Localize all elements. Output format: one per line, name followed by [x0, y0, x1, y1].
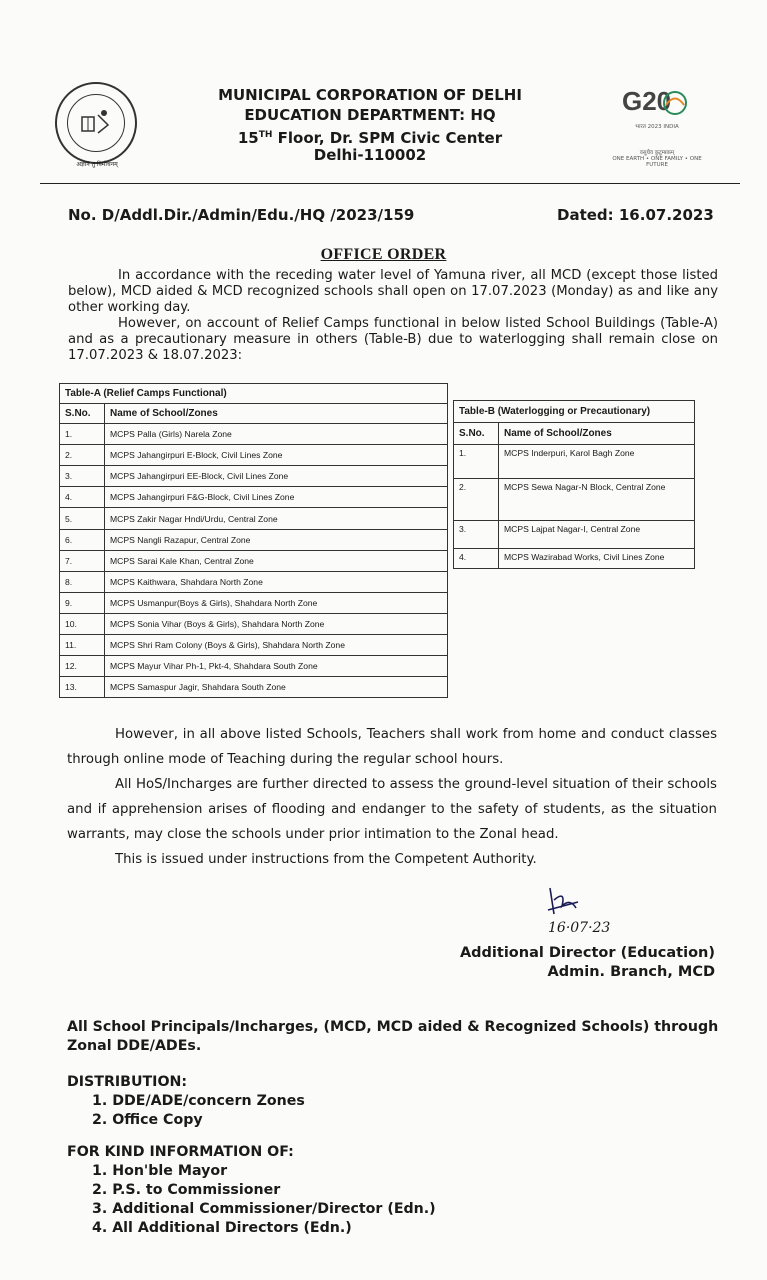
- row-sno: 10.: [60, 614, 105, 635]
- row-sno: 1.: [60, 424, 105, 445]
- table-b-caption-row: [454, 401, 695, 423]
- signature-date: 16·07·23: [548, 920, 611, 936]
- row-school-name: MCPS Inderpuri, Karol Bagh Zone: [499, 445, 695, 479]
- table-a-caption: Table-A (Relief Camps Functional): [60, 384, 448, 404]
- table-row: [60, 445, 448, 466]
- row-school-name: MCPS Nangli Razapur, Central Zone: [105, 530, 448, 551]
- row-sno: 7.: [60, 551, 105, 572]
- table-row: [454, 445, 695, 479]
- row-sno: 9.: [60, 593, 105, 614]
- row-sno: 4.: [454, 549, 499, 569]
- table-row: [454, 521, 695, 549]
- distribution-item: 1. DDE/ADE/concern Zones: [92, 1093, 305, 1109]
- distribution-item: 2. Office Copy: [92, 1112, 203, 1128]
- row-school-name: MCPS Jahangirpuri E-Block, Civil Lines Zone: [105, 445, 448, 466]
- signatory-branch: Admin. Branch, MCD: [547, 964, 715, 980]
- body-para-2: All HoS/Incharges are further directed to assess the ground-level situation of their schools and if apprehension arises of flooding and endanger to the safety of students, as the situation warrants, may close the schools under prior intimation to the Zonal head.: [67, 777, 717, 842]
- table-row: [60, 614, 448, 635]
- table-row: [60, 530, 448, 551]
- body-paragraphs: [67, 722, 717, 872]
- table-b-waterlogging: [453, 400, 695, 569]
- table-a-header-row: [60, 404, 448, 424]
- vasudhaiva-text: वसुधैव कुटुम्बकम्: [639, 150, 675, 156]
- kind-info-item: 3. Additional Commissioner/Director (Edn.): [92, 1201, 436, 1217]
- row-sno: 3.: [454, 521, 499, 549]
- header-divider: [40, 183, 740, 184]
- row-school-name: MCPS Lajpat Nagar-I, Central Zone: [499, 521, 695, 549]
- kind-info-item: 2. P.S. to Commissioner: [92, 1182, 281, 1198]
- seal-caption: अज्ञानं तु विमोचनम्: [76, 161, 118, 168]
- page-title: OFFICE ORDER: [320, 246, 447, 263]
- table-row: [60, 466, 448, 487]
- intro-paragraphs: [68, 268, 718, 364]
- table-row: [60, 551, 448, 572]
- row-sno: 2.: [454, 479, 499, 521]
- row-school-name: MCPS Zakir Nagar Hndi/Urdu, Central Zone: [105, 508, 448, 530]
- row-school-name: MCPS Shri Ram Colony (Boys & Girls), Shahdara North Zone: [105, 635, 448, 656]
- table-a-col-name: Name of School/Zones: [105, 404, 448, 424]
- table-row: [60, 635, 448, 656]
- table-row: [60, 656, 448, 677]
- table-a-caption-row: [60, 384, 448, 404]
- row-school-name: MCPS Mayur Vihar Ph-1, Pkt-4, Shahdara South Zone: [105, 656, 448, 677]
- row-school-name: MCPS Sarai Kale Khan, Central Zone: [105, 551, 448, 572]
- row-school-name: MCPS Jahangirpuri F&G-Block, Civil Lines Zone: [105, 487, 448, 508]
- row-school-name: MCPS Wazirabad Works, Civil Lines Zone: [499, 549, 695, 569]
- row-sno: 1.: [454, 445, 499, 479]
- row-school-name: MCPS Kaithwara, Shahdara North Zone: [105, 572, 448, 593]
- order-date: Dated: 16.07.2023: [557, 206, 714, 224]
- floor-suffix: TH: [258, 130, 273, 140]
- kind-info-item: 1. Hon'ble Mayor: [92, 1163, 228, 1179]
- intro-para-2: However, on account of Relief Camps functional in below listed School Buildings (Table-A) and as a precautionary measure in others (Table-B) due to waterlogging shall remain close on 17.07.2023 & 18.07.2023:: [68, 316, 718, 363]
- kind-info-heading: FOR KIND INFORMATION OF:: [67, 1144, 294, 1160]
- department-name: EDUCATION DEPARTMENT: HQ: [244, 106, 496, 124]
- row-sno: 2.: [60, 445, 105, 466]
- g20-tagline-hindi: भारत 2023 INDIA: [635, 124, 679, 130]
- row-school-name: MCPS Sonia Vihar (Boys & Girls), Shahdara North Zone: [105, 614, 448, 635]
- address-rest: Floor, Dr. SPM Civic Center: [272, 129, 503, 147]
- lotus-globe-icon: [660, 88, 690, 118]
- g20-caption: ONE EARTH • ONE FAMILY • ONE FUTURE: [612, 156, 702, 168]
- table-b-header-row: [454, 423, 695, 445]
- org-name: MUNICIPAL CORPORATION OF DELHI: [218, 86, 522, 104]
- city-pin: Delhi-110002: [313, 146, 427, 164]
- table-b-col-name: Name of School/Zones: [499, 423, 695, 445]
- body-para-3: This is issued under instructions from the Competent Authority.: [115, 852, 537, 867]
- table-b-caption: Table-B (Waterlogging or Precautionary): [454, 401, 695, 423]
- row-school-name: MCPS Sewa Nagar-N Block, Central Zone: [499, 479, 695, 521]
- signature-icon: [544, 880, 584, 920]
- row-sno: 12.: [60, 656, 105, 677]
- table-row: [60, 487, 448, 508]
- g20-logo: G20: [622, 86, 672, 116]
- row-sno: 3.: [60, 466, 105, 487]
- floor-number: 15: [237, 129, 259, 147]
- table-row: [60, 424, 448, 445]
- body-para-1: However, in all above listed Schools, Teachers shall work from home and conduct classes through online mode of Teaching during the regular school hours.: [67, 727, 717, 767]
- row-sno: 5.: [60, 508, 105, 530]
- table-b-col-sno: S.No.: [454, 423, 499, 445]
- table-row: [60, 677, 448, 698]
- addressee: All School Principals/Incharges, (MCD, MCD aided & Recognized Schools) through Zonal DDE/ADEs.: [67, 1019, 719, 1054]
- table-row: [454, 479, 695, 521]
- signatory-designation: Additional Director (Education): [459, 945, 715, 961]
- row-school-name: MCPS Samaspur Jagir, Shahdara South Zone: [105, 677, 448, 698]
- kind-info-item: 4. All Additional Directors (Edn.): [92, 1220, 352, 1236]
- table-row: [60, 572, 448, 593]
- row-school-name: MCPS Usmanpur(Boys & Girls), Shahdara North Zone: [105, 593, 448, 614]
- row-school-name: MCPS Palla (Girls) Narela Zone: [105, 424, 448, 445]
- table-row: [60, 508, 448, 530]
- table-a-relief-camps: [59, 383, 448, 698]
- row-sno: 13.: [60, 677, 105, 698]
- mcd-seal-inner-ring: [67, 94, 125, 152]
- table-row: [60, 593, 448, 614]
- row-sno: 11.: [60, 635, 105, 656]
- reference-number: No. D/Addl.Dir./Admin/Edu./HQ /2023/159: [68, 206, 415, 224]
- table-row: [454, 549, 695, 569]
- row-school-name: MCPS Jahangirpuri EE-Block, Civil Lines Zone: [105, 466, 448, 487]
- row-sno: 4.: [60, 487, 105, 508]
- address-line: [160, 126, 580, 148]
- intro-para-1: In accordance with the receding water level of Yamuna river, all MCD (except those listed below), MCD aided & MCD recognized schools shall open on 17.07.2023 (Monday) as and like any other working day.: [68, 268, 718, 315]
- seal-emblem-icon: [68, 95, 123, 150]
- distribution-heading: DISTRIBUTION:: [67, 1074, 188, 1090]
- table-a-col-sno: S.No.: [60, 404, 105, 424]
- row-sno: 8.: [60, 572, 105, 593]
- row-sno: 6.: [60, 530, 105, 551]
